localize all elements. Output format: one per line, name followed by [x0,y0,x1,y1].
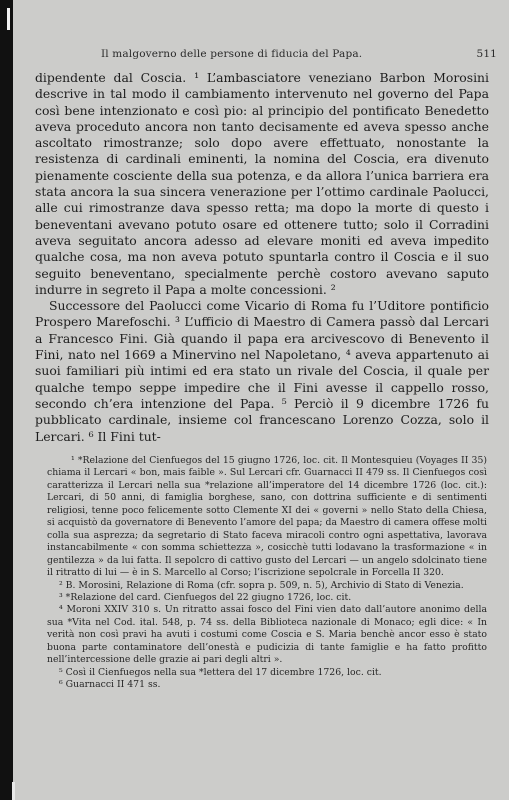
footnote-4: ⁴ Moroni XXIV 310 s. Un ritratto assai fosco del Fini vien dato dall’autore anonimo della sua *Vita nel Cod. ital. 548, p. 74 ss. della Biblioteca nazionale di Monaco; egli dice: « In verità non così pravi ha avuti i costumi come Coscia e S. Maria benchè ancor esso è stato buona parte contaminatore dell’onestà e pudicizia di tante famiglie e ha fatto profitto nell’intercessione delle grazie ai pari degli altri ». [47,604,487,666]
page-number: 511 [476,48,497,60]
footnotes [47,455,487,692]
footnote-2: ² B. Morosini, Relazione di Roma (cfr. sopra p. 509, n. 5), Archivio di Stato di Venezia. [59,579,464,591]
scan-dark-edge [0,0,13,800]
paragraph-2: Successore del Paolucci come Vicario di Roma fu l’Uditore pontificio Prospero Marefoschi. ³ L’ufficio di Maestro di Camera passò dal Lercari a Francesco Fini. Già quando il papa era arcivescovo di Benevento il Fini, nato nel 1669 a Minervino nel Napoletano, ⁴ aveva appartenuto ai suoi familiari più intimi ed era stato un rivale del Coscia, il quale per qualche tempo seppe impedire che il Fini avesse il cappello rosso, secondo ch’era intenzione del Papa. ⁵ Perciò il 9 dicembre 1726 fu pubblicato cardinale, insieme col francescano Lorenzo Cozza, solo il Lercari. ⁶ Il Fini tut- [35,298,489,444]
footnote-6: ⁶ Guarnacci II 471 ss. [59,679,161,691]
main-text [35,70,489,445]
scan-edge-mark-bottom [12,782,15,800]
footnote-1: ¹ *Relazione del Cienfuegos del 15 giugno 1726, loc. cit. Il Montesquieu (Voyages II 35) chiama il Lercari « bon, mais faible ». Sul Lercari cfr. Guarnacci II 479 ss. Il Cienfuegos così caratterizza il Lercari nella sua *relazione all’imperatore del 14 dicembre 1726 (loc. cit.): Lercari, di 50 anni, di famiglia borghese, sano, con dottrina sufficiente e di sentimenti religiosi, tenne poco felicemente sotto Clemente XI dei « governi » nello Stato della Chiesa, si acquistò da governatore di Benevento l’amore del papa; da Maestro di camera offese molti colla sua asprezza; da segretario di Stato faceva miracoli contro ogni aspettativa, lavorava instancabilmente « con somma schiettezza », cosicchè tutti lodavano la trasformazione « in gentilezza » da lui fatta. Il sepolcro di cattivo gusto del Lercari — un angelo sdolcinato tiene il ritratto di lui — è in S. Marcello al Corso; l’iscrizione sepolcrale in Forcella II 320. [47,455,487,579]
footnote-5: ⁵ Così il Cienfuegos nella sua *lettera del 17 dicembre 1726, loc. cit. [59,666,382,678]
page-header [101,46,497,64]
footnote-3: ³ *Relazione del card. Cienfuegos del 22 giugno 1726, loc. cit. [59,591,352,603]
running-title: Il malgoverno delle persone di fiducia del Papa. [101,48,363,60]
paragraph-1: dipendente dal Coscia. ¹ L’ambasciatore veneziano Barbon Morosini descrive in tal modo il cambiamento intervenuto nel governo del Papa così bene intenzionato e così pio: al principio del pontificato Benedetto aveva proceduto ancora non tanto decisamente ed aveva spesso anche ascoltato rimostranze; solo dopo avere effettuato, nonostante la resistenza di cardinali eminenti, la nomina del Coscia, era divenuto pienamente cosciente della sua potenza, e da allora l’unica barriera era stata ancora la sua sincera venerazione per l’ottimo cardinale Paolucci, alle cui rimostranze dava spesso retta; ma dopo la morte di questo i beneventani avevano potuto osare ed ottenere tutto; solo il Corradini aveva seguitato ancora adesso ad elevare moniti ed aveva impedito qualche cosa, ma non aveva potuto spuntarla contro il Coscia e il suo seguito beneventano, specialmente perchè costoro avevano saputo indurre in segreto il Papa a molte concessioni. ² [35,70,489,297]
book-page [13,0,509,800]
scan-edge-mark [7,8,10,30]
